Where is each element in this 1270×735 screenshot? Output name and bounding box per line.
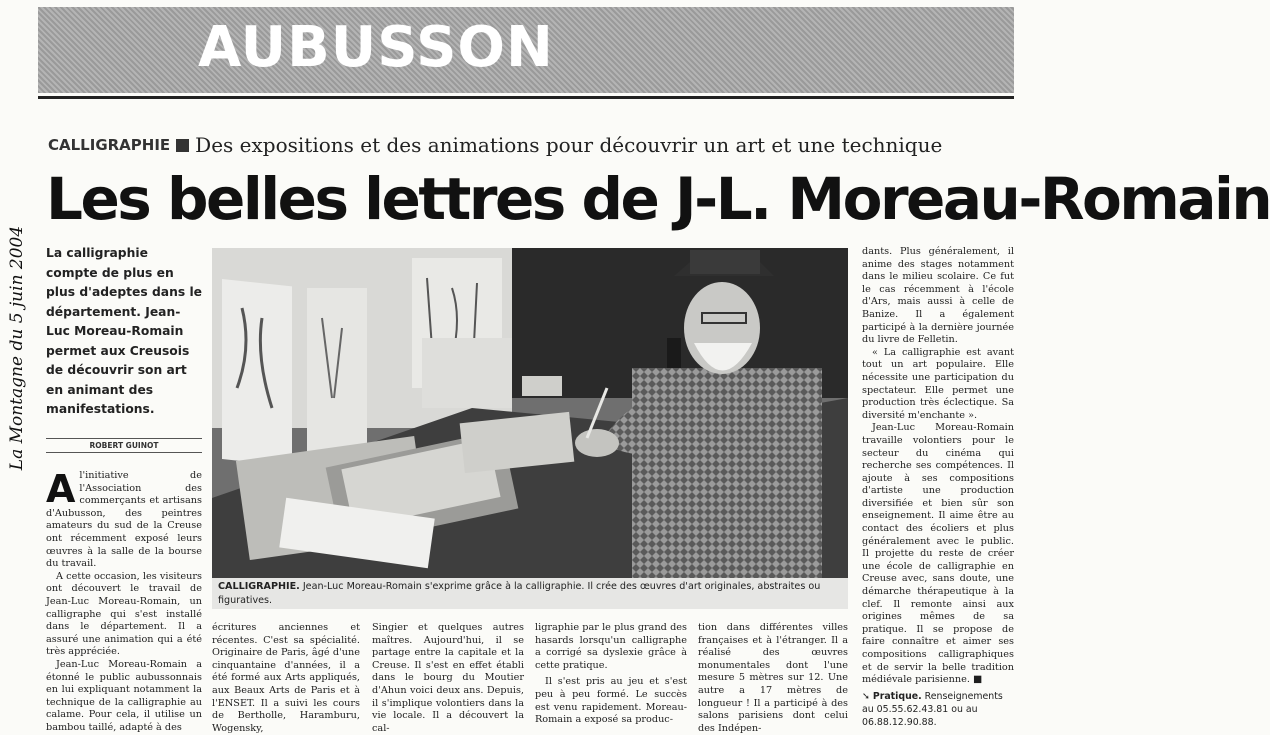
col1-paragraph-2: A cette occasion, les visiteurs ont découvert le travail de Jean-Luc Moreau-Romain, un calligraphe qui s'est installé dans le département. Il a assuré une animation qui a été très appréciée. <box>46 570 202 658</box>
article-lead: La calligraphie compte de plus en plus d'adeptes dans le département. Jean-Luc Moreau-Romain permet aux Creusois de découvrir son art en animant des manifestations. <box>46 246 203 416</box>
pratique-label: Pratique. <box>872 691 922 702</box>
col4-paragraph-1: ligraphie par le plus grand des hasards lorsqu'un calligraphe a corrigé sa dyslexie grâce à cette pratique. <box>535 622 687 671</box>
article-column-4 <box>535 622 687 727</box>
caption-label: CALLIGRAPHIE. <box>218 581 300 592</box>
section-rule <box>38 96 1014 99</box>
section-title: AUBUSSON <box>198 15 554 80</box>
article-photo <box>212 248 848 578</box>
rubric-tag: CALLIGRAPHIE <box>48 136 171 154</box>
article-column-5: tion dans différentes villes françaises et à l'étranger. Il a réalisé des œuvres monumentales dont l'une mesure 5 mètres sur 12. Une autre a 17 mètres de longueur ! Il a participé à des salons parisiens dont celui des Indépen- <box>698 622 848 734</box>
col6-paragraph-2: « La calligraphie est avant tout un art populaire. Elle nécessite une participation du spectateur. Elle permet une production très éclectique. Sa diversité m'enchante ». <box>862 346 1014 421</box>
article-column-1 <box>46 467 202 734</box>
rubric-line <box>48 133 1008 163</box>
caption-text: Jean-Luc Moreau-Romain s'exprime grâce à la calligraphie. Il crée des œuvres d'art originales, abstraites ou figuratives. <box>218 581 821 606</box>
article-headline: Les belles lettres de J-L. Moreau-Romain <box>46 165 1270 233</box>
photo-caption <box>212 578 848 609</box>
col1-paragraph-3: Jean-Luc Moreau-Romain a étonné le public aubussonnais en lui expliquant notamment la technique de la calligraphie au calame. Pour cela, il utilise un bambou taillé, adapté à des <box>46 658 202 733</box>
byline: ROBERT GUINOT <box>46 438 202 453</box>
square-bullet-icon <box>176 139 189 152</box>
col4-paragraph-2: Il s'est pris au jeu et s'est peu à peu formé. Le succès est venu rapidement. Moreau-Romain a exposé sa produc- <box>535 676 687 726</box>
drop-cap: A <box>46 467 76 511</box>
section-banner <box>38 7 1014 93</box>
pratique-text: Renseignements au 05.55.62.43.81 ou au 06.88.12.90.88. <box>862 691 1003 728</box>
article-column-6 <box>862 246 1014 687</box>
date-stamp-text: La Montagne du 5 juin 2004 <box>7 225 27 471</box>
newspaper-date-stamp <box>2 8 28 708</box>
col6-paragraph-3: Jean-Luc Moreau-Romain travaille volontiers pour le secteur du cinéma qui recherche ses compétences. Il ajoute à ses compositions d'artiste une production diversifiée et bien sûr son enseignement. Il aime être au contact des écoliers et plus généralement avec le public. Il projette du reste de créer une école de calligraphie en Creuse avec, sans doute, une démarche thérapeutique à la clef. Il remonte ainsi aux origines mêmes de sa pratique. Il se propose de faire connaître et aimer ses compositions calligraphiques et de servir la belle tradition médiévale parisienne. ■ <box>862 422 1014 686</box>
article-column-2: écritures anciennes et récentes. C'est sa spécialité. Originaire de Paris, âgé d'une cinquantaine d'années, il a été formé aux Arts appliqués, aux Beaux Arts de Paris et à l'ENSET. Il a suivi les cours de Bertholle, Haramburu, Wogensky, <box>212 622 360 734</box>
col1-paragraph-1: l'initiative de l'Association des commerçants et artisans d'Aubusson, des peintres amateurs du sud de la Creuse ont récemment exposé leurs œuvres à la salle de la bourse du travail. <box>46 470 202 570</box>
rubric-subtitle: Des expositions et des animations pour découvrir un art et une technique <box>195 133 943 157</box>
article-column-3: Singier et quelques autres maîtres. Aujourd'hui, il se partage entre la capitale et la Creuse. Il s'est en effet établi dans le bourg du Moutier d'Ahun voici deux ans. Depuis, il s'implique volontiers dans la vie locale. Il a découvert la cal- <box>372 622 524 734</box>
calligrapher-photo-illustration <box>212 248 848 578</box>
practical-info <box>862 690 1014 729</box>
arrow-icon: ➘ <box>862 691 870 702</box>
col6-paragraph-1: dants. Plus généralement, il anime des stages notamment dans le milieu scolaire. Ce fut le cas récemment à l'école d'Ars, mais aussi à celle de Banize. Il a également participé à la dernière journée du livre de Felletin. <box>862 246 1014 346</box>
